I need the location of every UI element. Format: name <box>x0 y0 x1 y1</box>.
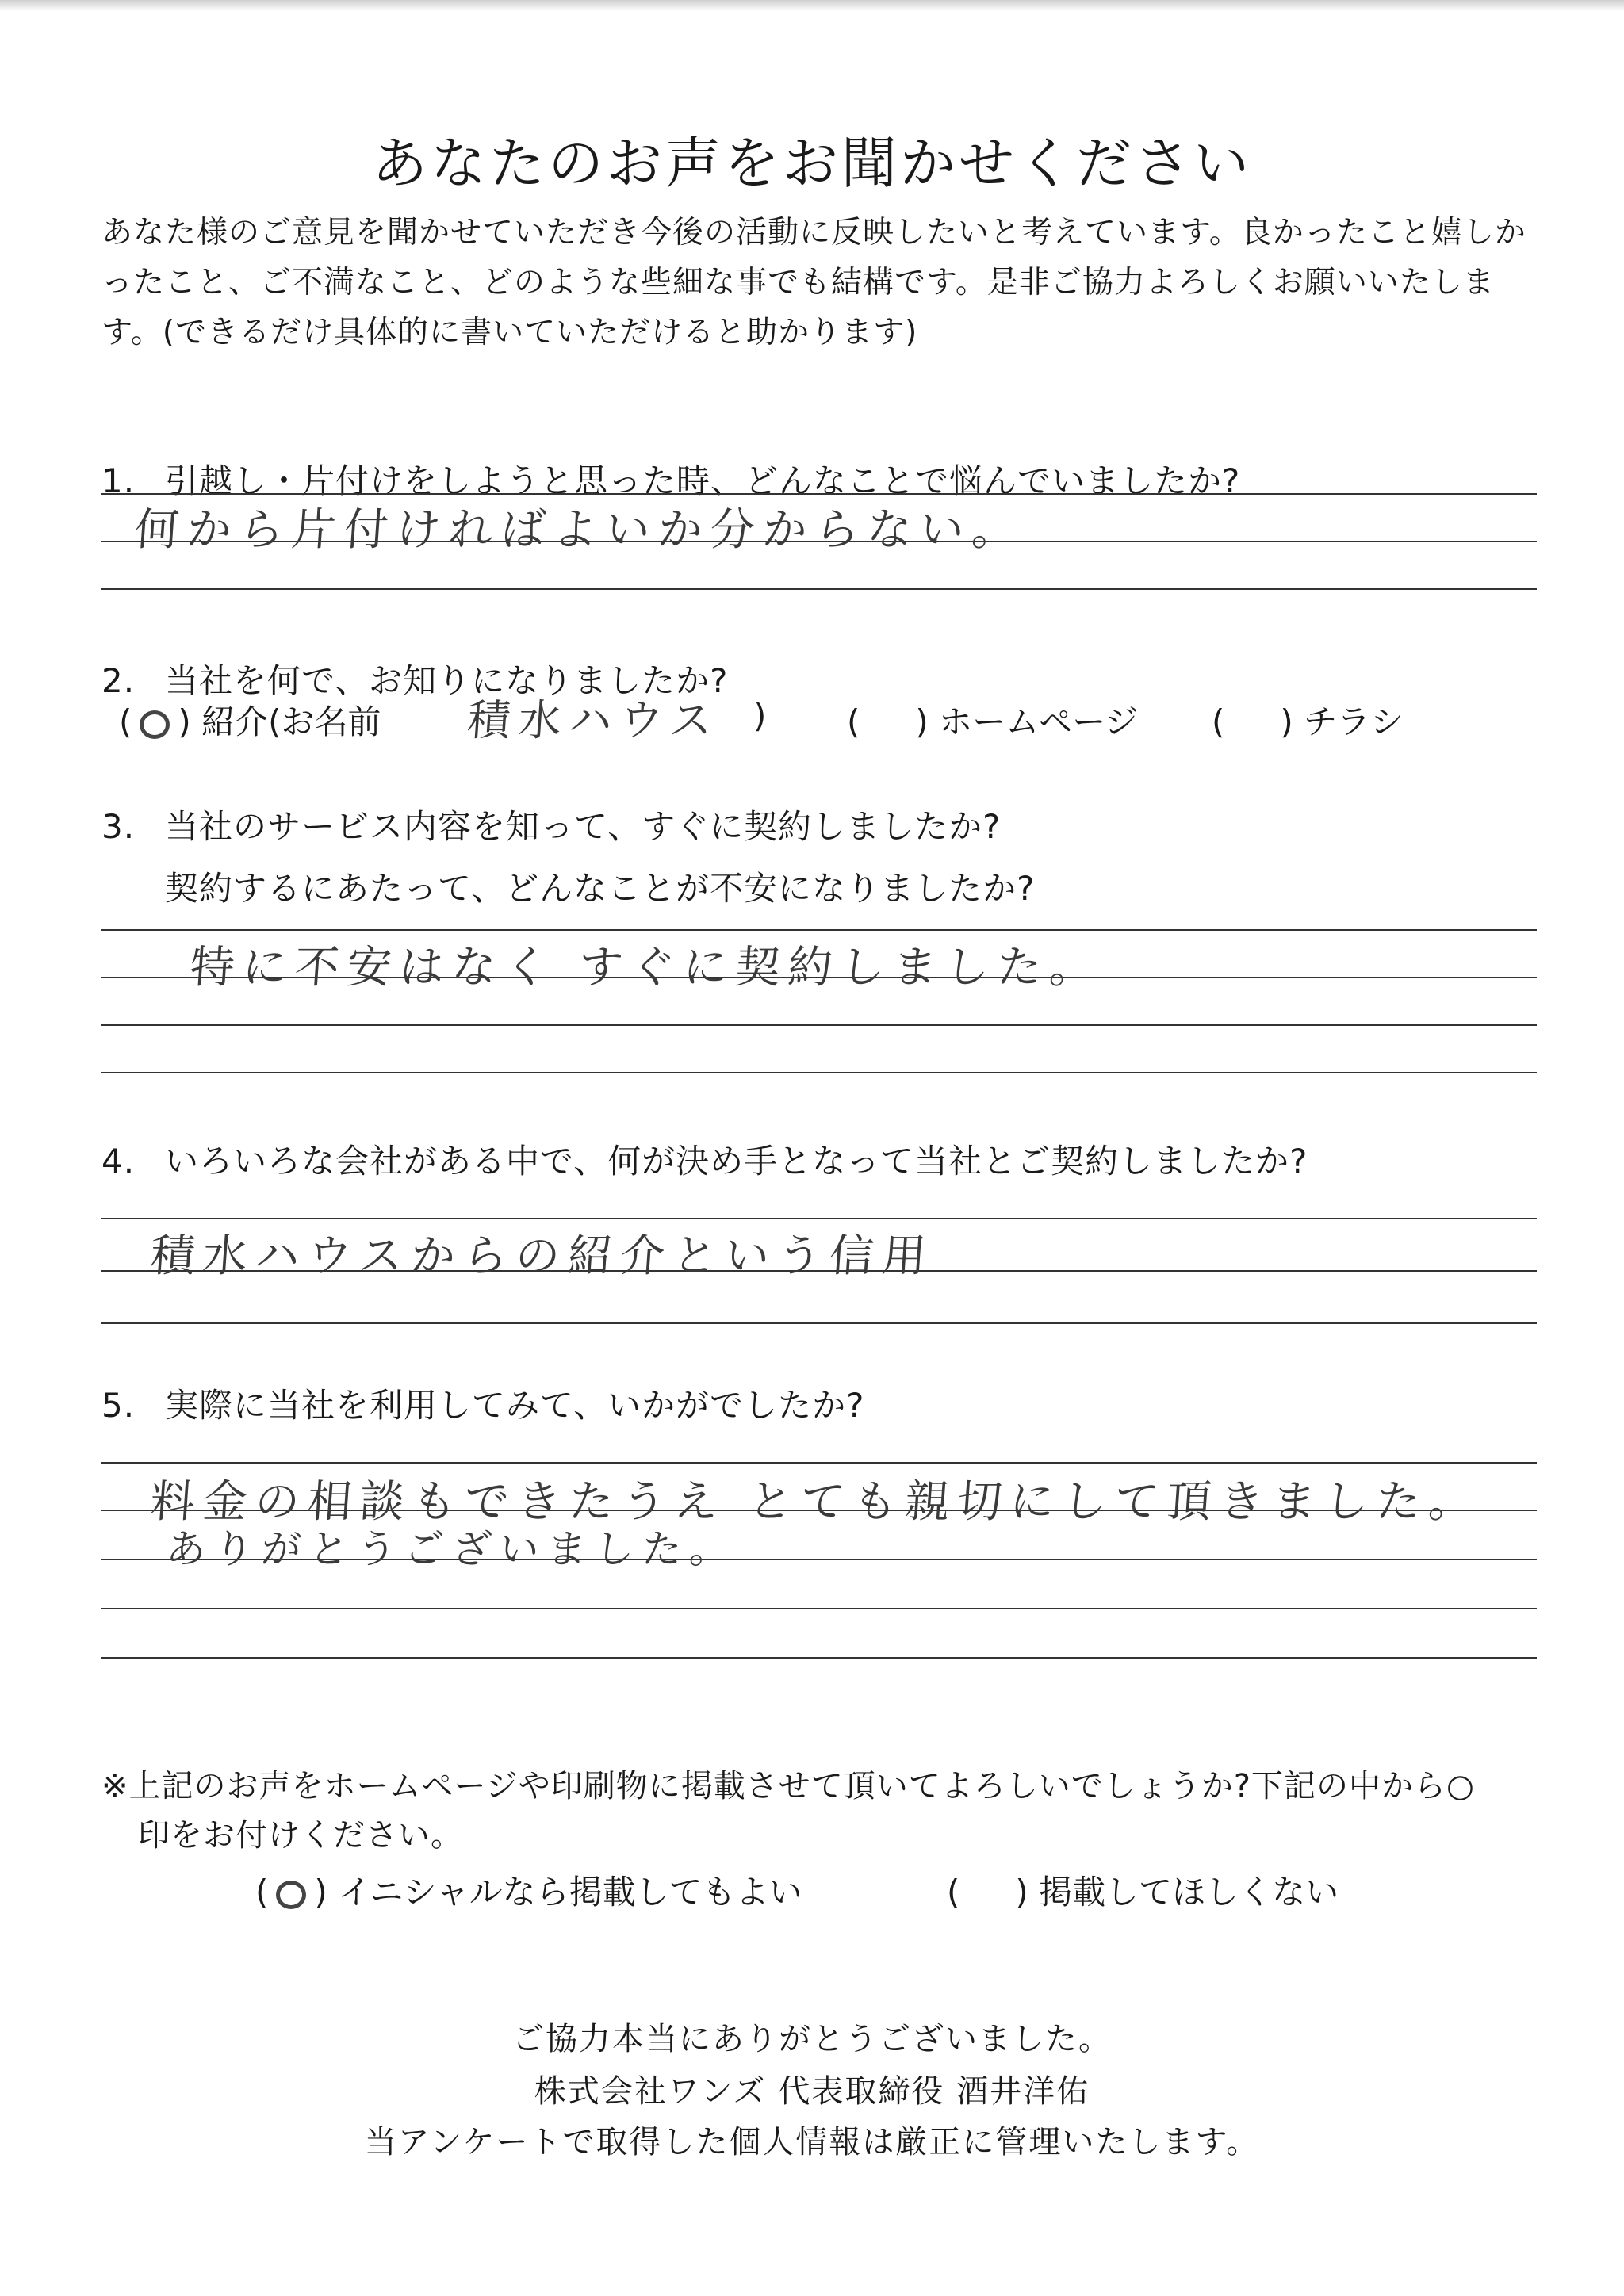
footer-company: 株式会社ワンズ 代表取締役 酒井洋佑 <box>534 2073 1090 2110</box>
option-label: 掲載してほしくない <box>1039 1873 1339 1911</box>
question-number: 5. <box>102 1386 136 1425</box>
handwritten-answer-5-line-2: ありがとうございました。 <box>164 1526 739 1572</box>
selected-circle-mark <box>140 710 170 739</box>
option-flyer[interactable]: ( ) チラシ <box>1212 702 1404 741</box>
option-initials-ok[interactable]: ( ) イニシャルなら掲載してもよい <box>255 1873 802 1911</box>
question-text: 当社のサービス内容を知って、すぐに契約しましたか? <box>165 807 1002 846</box>
answer-line <box>102 1024 1537 1026</box>
answer-line <box>102 929 1537 931</box>
handwritten-answer-3: 特に不安はなく すぐに契約しました。 <box>188 942 1104 993</box>
question-text: 引越し・片付けをしようと思った時、どんなことで悩んでいましたか? <box>165 461 1241 500</box>
page-top-edge <box>0 0 1624 11</box>
option-label: チラシ <box>1304 702 1404 741</box>
intro-text: あなた様のご意見を聞かせていただき今後の活動に反映したいと考えています。良かったこと嬉しかったこと、ご不満なこと、どのような些細な事でも結構です。是非ご協力よろしくお願いいたします。(できるだけ具体的に書いていただけると助かります) <box>102 215 1526 350</box>
footer-thanks: ご協力本当にありがとうございました。 <box>512 2021 1112 2057</box>
answer-line <box>102 1218 1537 1219</box>
option-label: 紹介(お名前 <box>201 702 381 741</box>
answer-line <box>102 1322 1537 1324</box>
question-text: いろいろな会社がある中で、何が決め手となって当社とご契約しましたか? <box>165 1142 1308 1181</box>
selected-circle-mark <box>276 1881 306 1909</box>
page-title: あなたのお声をお聞かせください <box>372 131 1252 196</box>
question-2 <box>102 655 1529 702</box>
question-4 <box>102 1135 1529 1183</box>
referral-close-paren: ) <box>753 696 767 735</box>
option-label: ホームページ <box>939 702 1139 741</box>
option-referral[interactable]: ( ) 紹介(お名前 <box>119 702 381 741</box>
answer-line <box>102 1608 1537 1609</box>
question-number: 2. <box>102 661 136 700</box>
answer-line <box>102 1657 1537 1659</box>
handwritten-answer-1: 何から片付ければよいか分からない。 <box>132 504 1026 556</box>
option-homepage[interactable]: ( ) ホームページ <box>847 702 1139 741</box>
question-3 <box>102 801 1529 910</box>
question-text: 当社を何で、お知りになりましたか? <box>165 661 729 700</box>
handwritten-answer-5-line-1: 料金の相談もできたうえ とても親切にして頂きました。 <box>148 1476 1483 1528</box>
footer-privacy: 当アンケートで取得した個人情報は厳正に管理いたします。 <box>364 2124 1260 2160</box>
handwritten-referrer-name: 積水ハウス <box>465 695 722 745</box>
answer-line <box>102 1462 1537 1464</box>
answer-line <box>102 1072 1537 1073</box>
handwritten-answer-4: 積水ハウスからの紹介という信用 <box>148 1230 936 1282</box>
question-text: 実際に当社を利用してみて、いかがでしたか? <box>165 1386 865 1425</box>
question-subtext: 契約するにあたって、どんなことが不安になりましたか? <box>165 869 1036 908</box>
question-number: 1. <box>102 461 136 500</box>
publication-consent-note: ※上記のお声をホームページや印刷物に掲載させて頂いてよろしいでしょうか?下記の中から○ 印をお付けください。 <box>102 1768 1475 1854</box>
answer-line <box>102 588 1537 590</box>
question-5 <box>102 1380 1529 1427</box>
question-number: 3. <box>102 807 136 846</box>
option-decline[interactable]: ( ) 掲載してほしくない <box>947 1873 1339 1911</box>
question-number: 4. <box>102 1142 136 1181</box>
option-label: イニシャルなら掲載してもよい <box>338 1873 802 1911</box>
